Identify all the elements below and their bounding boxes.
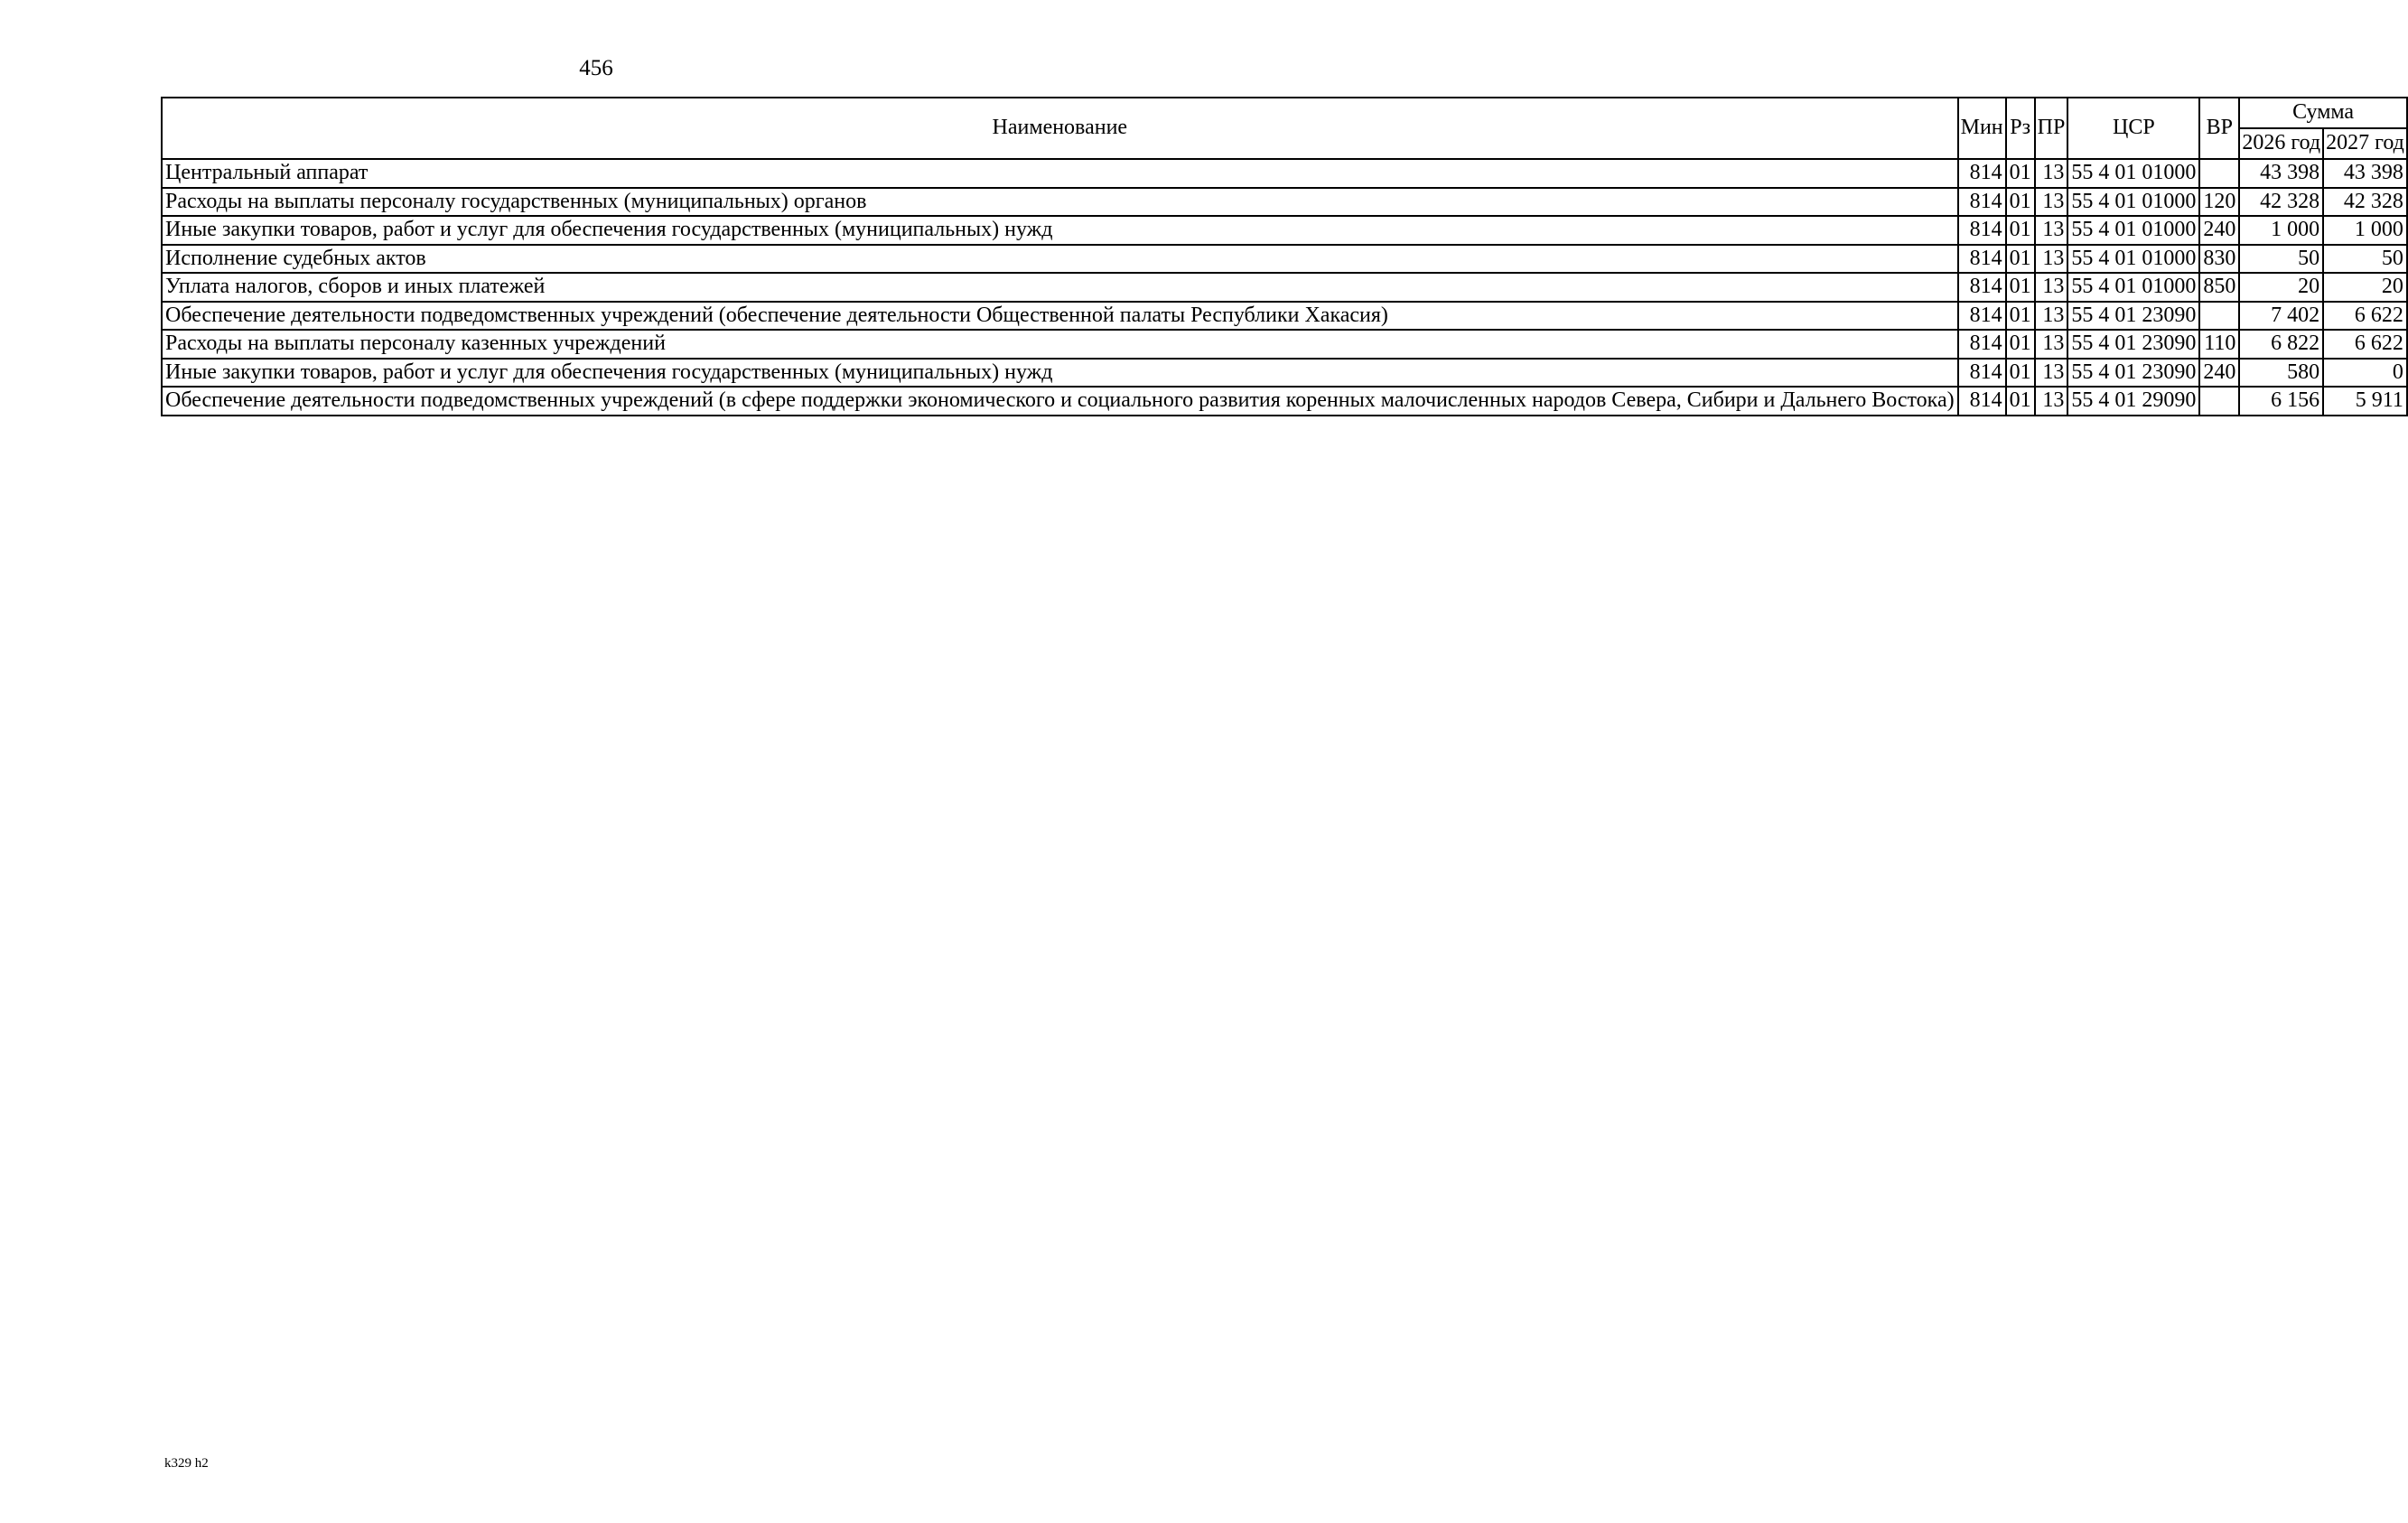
cell-name: Центральный аппарат: [162, 159, 1958, 188]
cell-2026: 1 000: [2239, 216, 2323, 245]
header-row: [162, 98, 2407, 128]
cell-2027: 1 000: [2323, 216, 2407, 245]
header-vr: ВР: [2199, 98, 2239, 159]
cell-rz: 01: [2006, 188, 2035, 217]
cell-name: Обеспечение деятельности подведомственных учреждений (обеспечение деятельности Общественной палаты Республики Хакасия): [162, 302, 1958, 331]
table-row: [162, 359, 2407, 388]
cell-vr: 110: [2199, 330, 2239, 359]
cell-2026: 580: [2239, 359, 2323, 388]
cell-rz: 01: [2006, 330, 2035, 359]
cell-pr: 13: [2035, 273, 2068, 302]
cell-min: 814: [1958, 359, 2006, 388]
cell-pr: 13: [2035, 245, 2068, 274]
cell-min: 814: [1958, 245, 2006, 274]
table-row: [162, 330, 2407, 359]
header-sum: Сумма: [2239, 98, 2407, 128]
cell-min: 814: [1958, 387, 2006, 416]
table-row: [162, 302, 2407, 331]
cell-2026: 6 822: [2239, 330, 2323, 359]
cell-min: 814: [1958, 188, 2006, 217]
cell-name: Иные закупки товаров, работ и услуг для обеспечения государственных (муниципальных) нужд: [162, 216, 1958, 245]
cell-pr: 13: [2035, 330, 2068, 359]
cell-rz: 01: [2006, 245, 2035, 274]
cell-min: 814: [1958, 302, 2006, 331]
cell-2026: 20: [2239, 273, 2323, 302]
budget-table: [161, 97, 2408, 416]
cell-2027: 50: [2323, 245, 2407, 274]
cell-csr: 55 4 01 29090: [2067, 387, 2199, 416]
table-row: [162, 387, 2407, 416]
header-rz: Рз: [2006, 98, 2035, 159]
cell-2026: 42 328: [2239, 188, 2323, 217]
cell-vr: 830: [2199, 245, 2239, 274]
cell-2026: 6 156: [2239, 387, 2323, 416]
table-row: [162, 159, 2407, 188]
cell-vr: 240: [2199, 359, 2239, 388]
cell-name: Иные закупки товаров, работ и услуг для обеспечения государственных (муниципальных) нужд: [162, 359, 1958, 388]
cell-2026: 50: [2239, 245, 2323, 274]
header-year-2026: 2026 год: [2239, 128, 2323, 159]
cell-pr: 13: [2035, 387, 2068, 416]
cell-pr: 13: [2035, 359, 2068, 388]
cell-csr: 55 4 01 01000: [2067, 273, 2199, 302]
cell-vr: 850: [2199, 273, 2239, 302]
cell-2027: 5 911: [2323, 387, 2407, 416]
cell-2026: 43 398: [2239, 159, 2323, 188]
cell-2027: 6 622: [2323, 330, 2407, 359]
cell-rz: 01: [2006, 359, 2035, 388]
cell-csr: 55 4 01 01000: [2067, 216, 2199, 245]
cell-csr: 55 4 01 23090: [2067, 330, 2199, 359]
cell-csr: 55 4 01 01000: [2067, 188, 2199, 217]
cell-rz: 01: [2006, 273, 2035, 302]
cell-csr: 55 4 01 23090: [2067, 302, 2199, 331]
cell-pr: 13: [2035, 302, 2068, 331]
cell-rz: 01: [2006, 387, 2035, 416]
header-year-2027: 2027 год: [2323, 128, 2407, 159]
cell-name: Расходы на выплаты персоналу государственных (муниципальных) органов: [162, 188, 1958, 217]
cell-min: 814: [1958, 273, 2006, 302]
cell-name: Уплата налогов, сборов и иных платежей: [162, 273, 1958, 302]
table-row: [162, 216, 2407, 245]
cell-2027: 43 398: [2323, 159, 2407, 188]
cell-2026: 7 402: [2239, 302, 2323, 331]
cell-name: Исполнение судебных актов: [162, 245, 1958, 274]
header-name: Наименование: [162, 98, 1958, 159]
header-min: Мин: [1958, 98, 2006, 159]
cell-pr: 13: [2035, 216, 2068, 245]
cell-2027: 6 622: [2323, 302, 2407, 331]
cell-name: Обеспечение деятельности подведомственных учреждений (в сфере поддержки экономического и социального развития коренных малочисленных народов Севера, Сибири и Дальнего Востока): [162, 387, 1958, 416]
cell-vr: [2199, 159, 2239, 188]
cell-csr: 55 4 01 01000: [2067, 245, 2199, 274]
cell-2027: 20: [2323, 273, 2407, 302]
header-csr: ЦСР: [2067, 98, 2199, 159]
page-number: 456: [579, 56, 613, 80]
cell-min: 814: [1958, 216, 2006, 245]
cell-vr: [2199, 387, 2239, 416]
cell-name: Расходы на выплаты персоналу казенных учреждений: [162, 330, 1958, 359]
cell-vr: [2199, 302, 2239, 331]
cell-rz: 01: [2006, 159, 2035, 188]
table-row: [162, 188, 2407, 217]
cell-pr: 13: [2035, 188, 2068, 217]
cell-2027: 0: [2323, 359, 2407, 388]
footer-code: k329 h2: [164, 1456, 209, 1471]
cell-rz: 01: [2006, 216, 2035, 245]
cell-vr: 120: [2199, 188, 2239, 217]
cell-pr: 13: [2035, 159, 2068, 188]
cell-rz: 01: [2006, 302, 2035, 331]
cell-csr: 55 4 01 23090: [2067, 359, 2199, 388]
cell-min: 814: [1958, 330, 2006, 359]
cell-csr: 55 4 01 01000: [2067, 159, 2199, 188]
cell-min: 814: [1958, 159, 2006, 188]
header-pr: ПР: [2035, 98, 2068, 159]
cell-vr: 240: [2199, 216, 2239, 245]
table-row: [162, 245, 2407, 274]
table-row: [162, 273, 2407, 302]
cell-2027: 42 328: [2323, 188, 2407, 217]
